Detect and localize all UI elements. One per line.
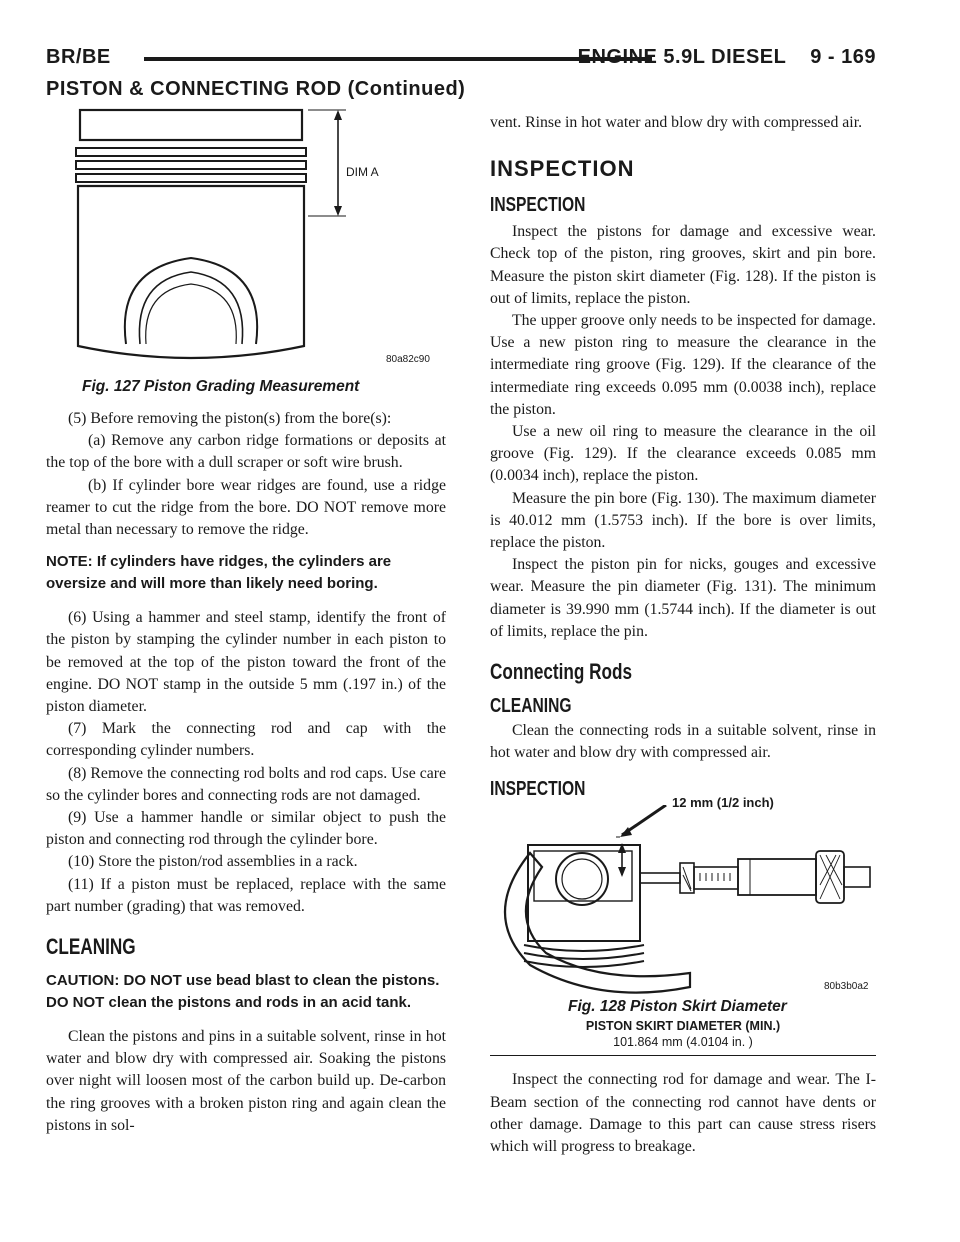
figure-128 — [490, 795, 876, 1055]
section-title: PISTON & CONNECTING ROD (Continued) — [46, 78, 466, 100]
spec-value: 101.864 mm (4.0104 in. ) — [613, 1035, 753, 1050]
inspection-para-4: Measure the pin bore (Fig. 130). The maximum diameter is 40.012 mm (1.5753 inch). If the bore is over limits, replace the piston. — [490, 489, 876, 552]
inspection-subheading: INSPECTION — [490, 194, 586, 217]
inspection-para-5: Inspect the piston pin for nicks, gouges and excessive wear. Measure the pin diameter (Fig. 131). The minimum diameter is 39.990 mm (1.5744 inch). If the diameter is out of limits, replace the pin. — [490, 556, 876, 640]
step-6: (6) Using a hammer and steel stamp, identify the front of the piston by stamping the cylinder number in each piston to be removed at the top of the piston toward the front of the engine. DO NOT stamp in the outside 5 mm (.197 in.) of the piston diameter. — [46, 609, 446, 716]
step-8: (8) Remove the connecting rod bolts and rod caps. Use care so the cylinder bores and connecting rods are not damaged. — [46, 764, 446, 804]
piston-grading-illustration — [46, 108, 446, 378]
inspection-para-1: Inspect the pistons for damage and excessive wear. Check top of the piston, ring grooves, skirt and pin bore. Measure the piston skirt diameter (Fig. 128). If the piston is out of limits, replace the piston. — [490, 223, 876, 307]
piston-skirt-micrometer-illustration — [490, 805, 876, 995]
rods-inspection-para: Inspect the connecting rod for damage and wear. The I-Beam section of the connecting rod cannot have dents or other damage. Damage to this part can cause stress risers which will progress to breakage. — [490, 1071, 876, 1156]
cleaning-paragraph: Clean the pistons and pins in a suitable solvent, rinse in hot water and blow dry with compressed air. Soaking the pistons over night will loosen most of the carbon build up. De-carbon the ring grooves with a broken piston ring and again clean the pistons in sol- — [46, 1028, 446, 1134]
step-7: (7) Mark the connecting rod and cap with the corresponding cylinder numbers. — [46, 720, 446, 760]
step-11: (11) If a piston must be replaced, replace with the same part number (grading) that was removed. — [46, 875, 446, 915]
fig127-caption: Fig. 127 Piston Grading Measurement — [82, 378, 360, 395]
step-5: (5) Before removing the piston(s) from the bore(s): — [68, 410, 392, 427]
right-column — [490, 112, 876, 1158]
inspection-heading: INSPECTION — [490, 156, 635, 182]
inspection-para-2: The upper groove only needs to be inspected for damage. Use a new piston ring to measure the clearance in the intermediate ring groove (Fig. 129). If the clearance of the intermediate ring exceeds 0.095 mm (0.0038 inch), replace the piston. — [490, 312, 876, 418]
step-5a: (a) Remove any carbon ridge formations or deposits at the top of the bore with a dull scraper or soft wire brush. — [46, 432, 446, 472]
header-model: BR/BE — [46, 46, 111, 68]
rods-cleaning-para: Clean the connecting rods in a suitable solvent, rinse in hot water and blow dry with compressed air. — [490, 722, 876, 762]
rods-inspection-subheading: INSPECTION — [490, 778, 586, 801]
cleaning-heading: CLEANING — [46, 934, 136, 960]
step-5b: (b) If cylinder bore wear ridges are found, use a ridge reamer to cut the ridge from the bore. DO NOT remove more metal than necessary to remove the ridge. — [46, 476, 446, 539]
fig127-dim-label: DIM A — [346, 165, 379, 179]
header-engine-page: ENGINE 5.9L DIESEL 9 - 169 — [577, 46, 876, 68]
note-ridges: NOTE: If cylinders have ridges, the cylinders are oversize and will more than likely need boring. — [46, 553, 392, 593]
spec-label: PISTON SKIRT DIAMETER (MIN.) — [585, 1019, 781, 1034]
step-9: (9) Use a hammer handle or similar object to push the piston and connecting rod through the cylinder bore. — [46, 809, 446, 849]
left-column — [46, 108, 446, 1137]
fig128-callout: 12 mm (1/2 inch) — [672, 795, 774, 811]
rods-cleaning-subheading: CLEANING — [490, 695, 572, 718]
fig128-id: 80b3b0a2 — [824, 981, 869, 993]
inspection-para-3: Use a new oil ring to measure the clearance in the oil groove (Fig. 129). If the clearance exceeds 0.085 mm (0.0034 inch), replace the piston. — [490, 423, 876, 485]
page-header — [46, 42, 876, 76]
header-rule — [144, 57, 652, 61]
spec-table-rule — [490, 1055, 876, 1056]
step-10: (10) Store the piston/rod assemblies in a rack. — [68, 853, 358, 871]
fig128-caption: Fig. 128 Piston Skirt Diameter — [568, 998, 787, 1016]
cleaning-continued: vent. Rinse in hot water and blow dry with compressed air. — [490, 114, 863, 131]
caution-bead-blast: CAUTION: DO NOT use bead blast to clean the pistons. DO NOT clean the pistons and rods in an acid tank. — [46, 972, 440, 1012]
fig127-id: 80a82c90 — [386, 354, 430, 365]
figure-127 — [46, 108, 446, 398]
connecting-rods-heading: Connecting Rods — [490, 659, 633, 685]
